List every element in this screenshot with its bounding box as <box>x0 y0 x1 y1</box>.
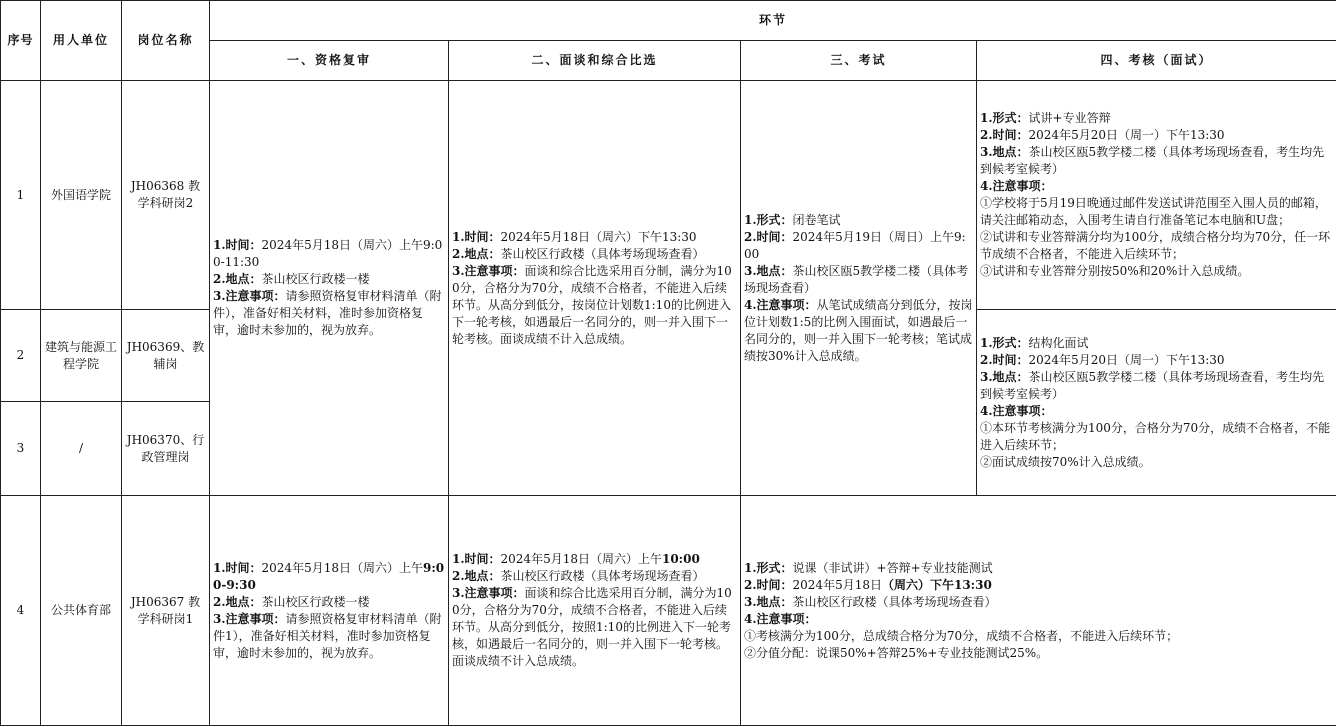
header-seq: 序号 <box>1 1 41 81</box>
row2-seq: 2 <box>1 310 41 402</box>
header-stage-review: 一、资格复审 <box>210 41 449 81</box>
header-unit: 用人单位 <box>41 1 122 81</box>
groupB-assess-cell: 1.形式：说课（非试讲）+答辩+专业技能测试 2.时间：2024年5月18日（周六）下午13:30 3.地点：茶山校区行政楼（具体考场现场查看） 4.注意事项： ①考核满分为100分，总成绩合格分为70分，成绩不合格者，不能进入后续环节； ②分值分配：说课50%+答辩25%+专业技能测试25%。 <box>741 496 1336 726</box>
groupB-review-cell: 1.时间：2024年5月18日（周六）上午9:00-9:30 2.地点：茶山校区行政楼一楼 3.注意事项：请参照资格复审材料清单（附件1），准备好相关材料，准时参加资格复审，逾时未参加的，视为放弃。 <box>210 496 449 726</box>
row3-post: JH06370、行政管理岗 <box>122 402 210 496</box>
groupA-assess1-cell: 1.形式：试讲+专业答辩 2.时间：2024年5月20日（周一）下午13:30 3.地点：茶山校区瓯5教学楼二楼（具体考场现场查看，考生均先到候考室候考） 4.注意事项： ①学校将于5月19日晚通过邮件发送试讲范围至入围人员的邮箱，请关注邮箱动态，入围考生请自行准备笔记本电脑和U盘； ②试讲和专业答辩满分均为100分，成绩合格分均为70分，任一环节成绩不合格者，不能进入后续环节； ③试讲和专业答辩分别按50%和20%计入总成绩。 <box>977 81 1336 310</box>
groupA-review-cell: 1.时间：2024年5月18日（周六）上午9:00-11:30 2.地点：茶山校区行政楼一楼 3.注意事项：请参照资格复审材料清单（附件），准备好相关材料，准时参加资格复审，逾时未参加的，视为放弃。 <box>210 81 449 496</box>
groupB-interview-cell: 1.时间：2024年5月18日（周六）上午10:00 2.地点：茶山校区行政楼（具体考场现场查看） 3.注意事项：面谈和综合比选采用百分制，满分为100分，合格分为70分，成绩不合格者，不能进入后续环节。从高分到低分，按照1:10的比例进入下一轮考核，如遇最后一名同分的，则一并入围下一轮考核。面谈成绩不计入总成绩。 <box>449 496 741 726</box>
row3-seq: 3 <box>1 402 41 496</box>
row2-post: JH06369、教辅岗 <box>122 310 210 402</box>
header-stage-exam: 三、考试 <box>741 41 977 81</box>
header-stages: 环节 <box>210 1 1336 41</box>
groupA-exam-cell: 1.形式：闭卷笔试 2.时间：2024年5月19日（周日）上午9:00 3.地点：茶山校区瓯5教学楼二楼（具体考场现场查看） 4.注意事项：从笔试成绩高分到低分，按岗位计划数1:5的比例入围面试，如遇最后一名同分的，则一并入围下一轮考核；笔试成绩按30%计入总成绩。 <box>741 81 977 496</box>
header-stage-interview: 二、面谈和综合比选 <box>449 41 741 81</box>
row4-post: JH06367 教学科研岗1 <box>122 496 210 726</box>
row4-seq: 4 <box>1 496 41 726</box>
row3-unit: / <box>41 402 122 496</box>
groupA-assess2-cell: 1.形式：结构化面试 2.时间：2024年5月20日（周一）下午13:30 3.地点：茶山校区瓯5教学楼二楼（具体考场现场查看，考生均先到候考室候考） 4.注意事项： ①本环节考核满分为100分，合格分为70分，成绩不合格者，不能进入后续环节； ②面试成绩按70%计入总成绩。 <box>977 310 1336 496</box>
row1-post: JH06368 教学科研岗2 <box>122 81 210 310</box>
header-post: 岗位名称 <box>122 1 210 81</box>
header-stage-assessment: 四、考核（面试） <box>977 41 1336 81</box>
groupA-interview-cell: 1.时间：2024年5月18日（周六）下午13:30 2.地点：茶山校区行政楼（具体考场现场查看） 3.注意事项：面谈和综合比选采用百分制，满分为100分，合格分为70分，成绩不合格者，不能进入后续环节。从高分到低分，按岗位计划数1:10的比例进入下一轮考核，如遇最后一名同分的，则一并入围下一轮考核。面谈成绩不计入总成绩。 <box>449 81 741 496</box>
row1-seq: 1 <box>1 81 41 310</box>
row2-unit: 建筑与能源工程学院 <box>41 310 122 402</box>
row4-unit: 公共体育部 <box>41 496 122 726</box>
row1-unit: 外国语学院 <box>41 81 122 310</box>
